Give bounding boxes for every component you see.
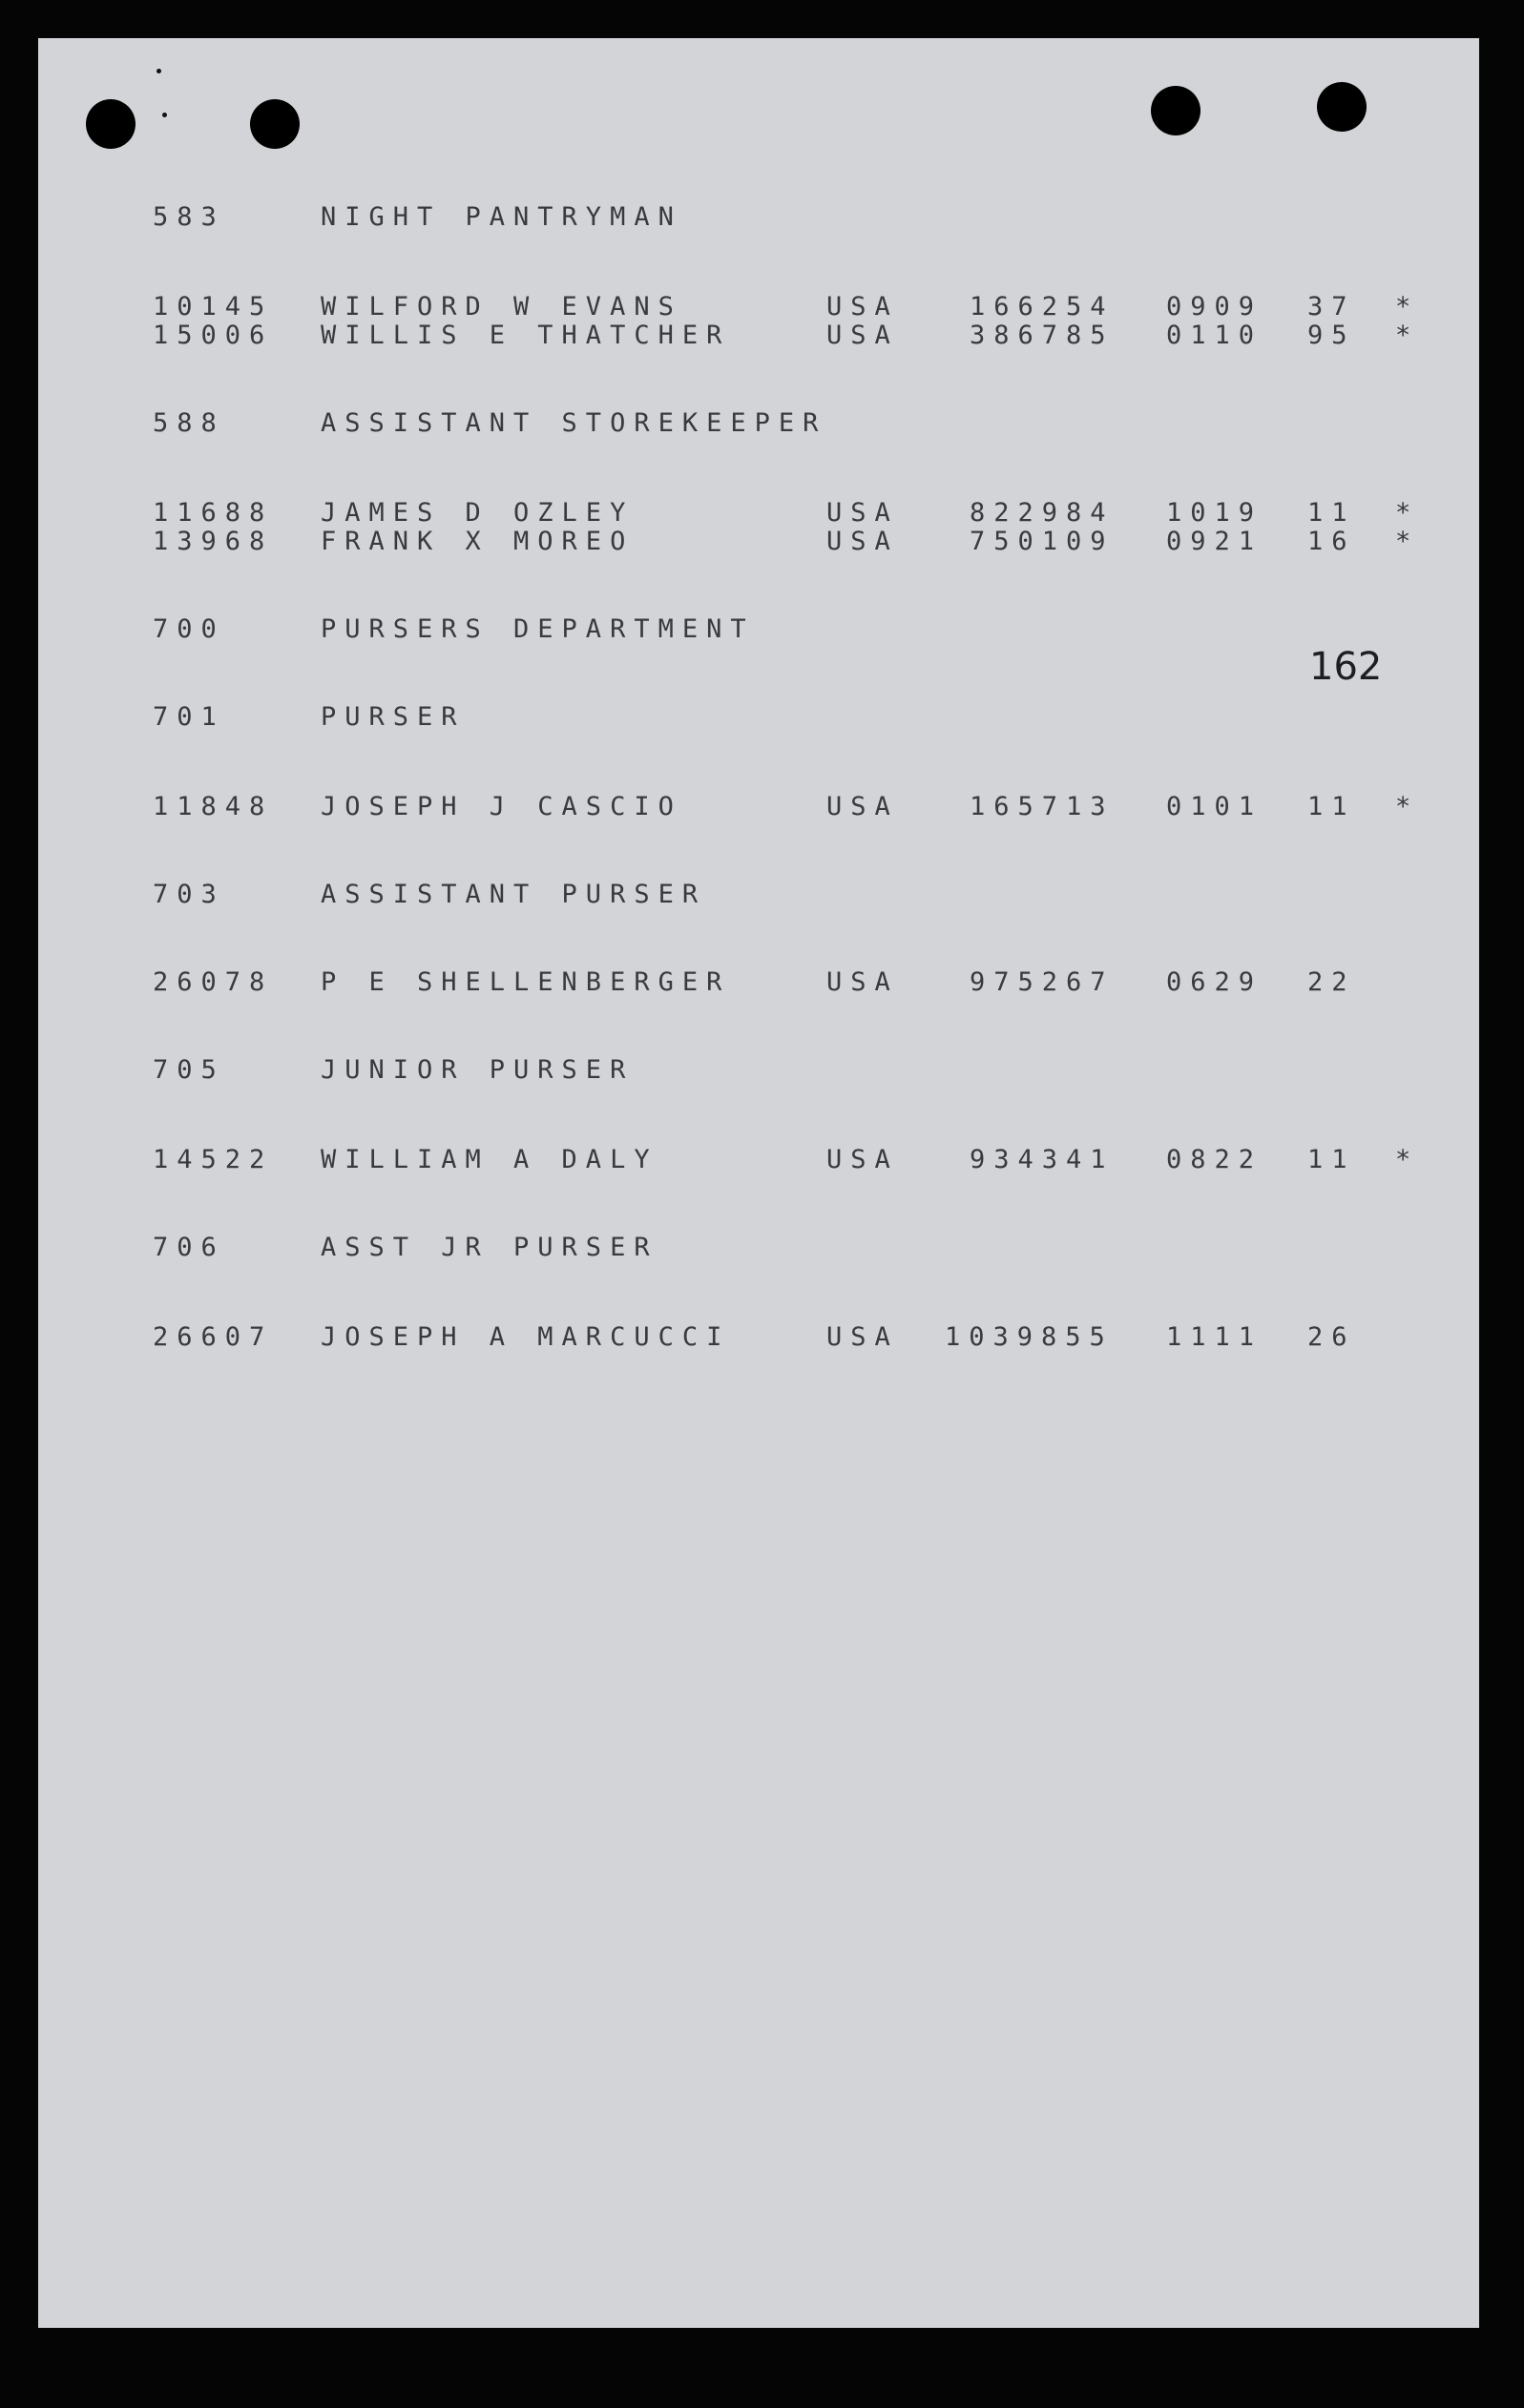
crew-number: 1039855 (945, 1322, 1114, 1352)
section-title: PURSERS DEPARTMENT (321, 614, 755, 644)
crew-number: 822984 (970, 498, 1115, 528)
crew-name: JOSEPH J CASCIO (321, 792, 682, 821)
crew-citizenship: USA (826, 527, 899, 556)
crew-name: JAMES D OZLEY (321, 498, 635, 528)
crew-name: FRANK X MOREO (321, 527, 635, 556)
crew-date: 1019 (1166, 498, 1263, 528)
section-code: 700 (153, 614, 225, 644)
crew-mark: * (1395, 292, 1420, 322)
crew-date: 1111 (1166, 1322, 1263, 1352)
crew-name: WILLIAM A DALY (321, 1145, 658, 1174)
crew-name: WILLIS E THATCHER (321, 321, 731, 350)
section-title: NIGHT PANTRYMAN (321, 202, 682, 232)
crew-date: 0921 (1166, 527, 1263, 556)
punch-hole (1317, 82, 1367, 132)
crew-name: P E SHELLENBERGER (321, 967, 731, 997)
crew-number: 750109 (970, 527, 1115, 556)
crew-mark: * (1395, 498, 1420, 528)
crew-row (0, 321, 1524, 355)
crew-age: 37 (1307, 292, 1356, 322)
crew-number: 386785 (970, 321, 1115, 350)
section-title: JUNIOR PURSER (321, 1055, 635, 1085)
crew-row (0, 1145, 1524, 1179)
page-number: 162 (1309, 645, 1383, 689)
crew-date: 0909 (1166, 292, 1263, 322)
crew-id: 15006 (153, 321, 274, 350)
crew-number: 165713 (970, 792, 1115, 821)
section-header (0, 702, 1524, 737)
crew-id: 26607 (153, 1322, 274, 1352)
crew-date: 0629 (1166, 967, 1263, 997)
punch-hole (86, 99, 136, 149)
crew-id: 10145 (153, 292, 274, 322)
crew-date: 0101 (1166, 792, 1263, 821)
crew-age: 95 (1307, 321, 1356, 350)
crew-id: 26078 (153, 967, 274, 997)
crew-age: 26 (1307, 1322, 1356, 1352)
crew-citizenship: USA (826, 321, 899, 350)
crew-id: 11848 (153, 792, 274, 821)
crew-id: 14522 (153, 1145, 274, 1174)
crew-row (0, 792, 1524, 826)
crew-citizenship: USA (826, 967, 899, 997)
section-header (0, 202, 1524, 237)
crew-number: 166254 (970, 292, 1115, 322)
crew-id: 11688 (153, 498, 274, 528)
section-code: 703 (153, 880, 225, 909)
crew-citizenship: USA (826, 498, 899, 528)
crew-citizenship: USA (826, 1145, 899, 1174)
speck (157, 69, 161, 73)
crew-age: 11 (1307, 498, 1356, 528)
crew-id: 13968 (153, 527, 274, 556)
crew-citizenship: USA (826, 1322, 899, 1352)
paper-sheet (38, 38, 1479, 2328)
crew-number: 934341 (970, 1145, 1115, 1174)
crew-date: 0110 (1166, 321, 1263, 350)
section-title: ASST JR PURSER (321, 1233, 658, 1262)
crew-age: 16 (1307, 527, 1356, 556)
section-header (0, 1233, 1524, 1267)
section-code: 705 (153, 1055, 225, 1085)
crew-citizenship: USA (826, 292, 899, 322)
crew-date: 0822 (1166, 1145, 1263, 1174)
section-title: ASSISTANT STOREKEEPER (321, 408, 827, 438)
crew-age: 11 (1307, 792, 1356, 821)
crew-row (0, 527, 1524, 561)
crew-mark: * (1395, 792, 1420, 821)
crew-mark: * (1395, 1145, 1420, 1174)
section-code: 588 (153, 408, 225, 438)
crew-name: WILFORD W EVANS (321, 292, 682, 322)
section-header (0, 1055, 1524, 1090)
section-title: PURSER (321, 702, 466, 732)
crew-row (0, 967, 1524, 1002)
speck (162, 113, 167, 117)
section-header (0, 408, 1524, 443)
crew-name: JOSEPH A MARCUCCI (321, 1322, 731, 1352)
section-header (0, 880, 1524, 914)
crew-row (0, 1322, 1524, 1357)
punch-hole (250, 99, 300, 149)
section-code: 583 (153, 202, 225, 232)
section-code: 706 (153, 1233, 225, 1262)
crew-age: 22 (1307, 967, 1356, 997)
section-code: 701 (153, 702, 225, 732)
punch-hole (1151, 86, 1200, 135)
crew-number: 975267 (970, 967, 1115, 997)
section-title: ASSISTANT PURSER (321, 880, 707, 909)
crew-citizenship: USA (826, 792, 899, 821)
crew-age: 11 (1307, 1145, 1356, 1174)
crew-mark: * (1395, 527, 1420, 556)
crew-mark: * (1395, 321, 1420, 350)
section-header (0, 614, 1524, 649)
